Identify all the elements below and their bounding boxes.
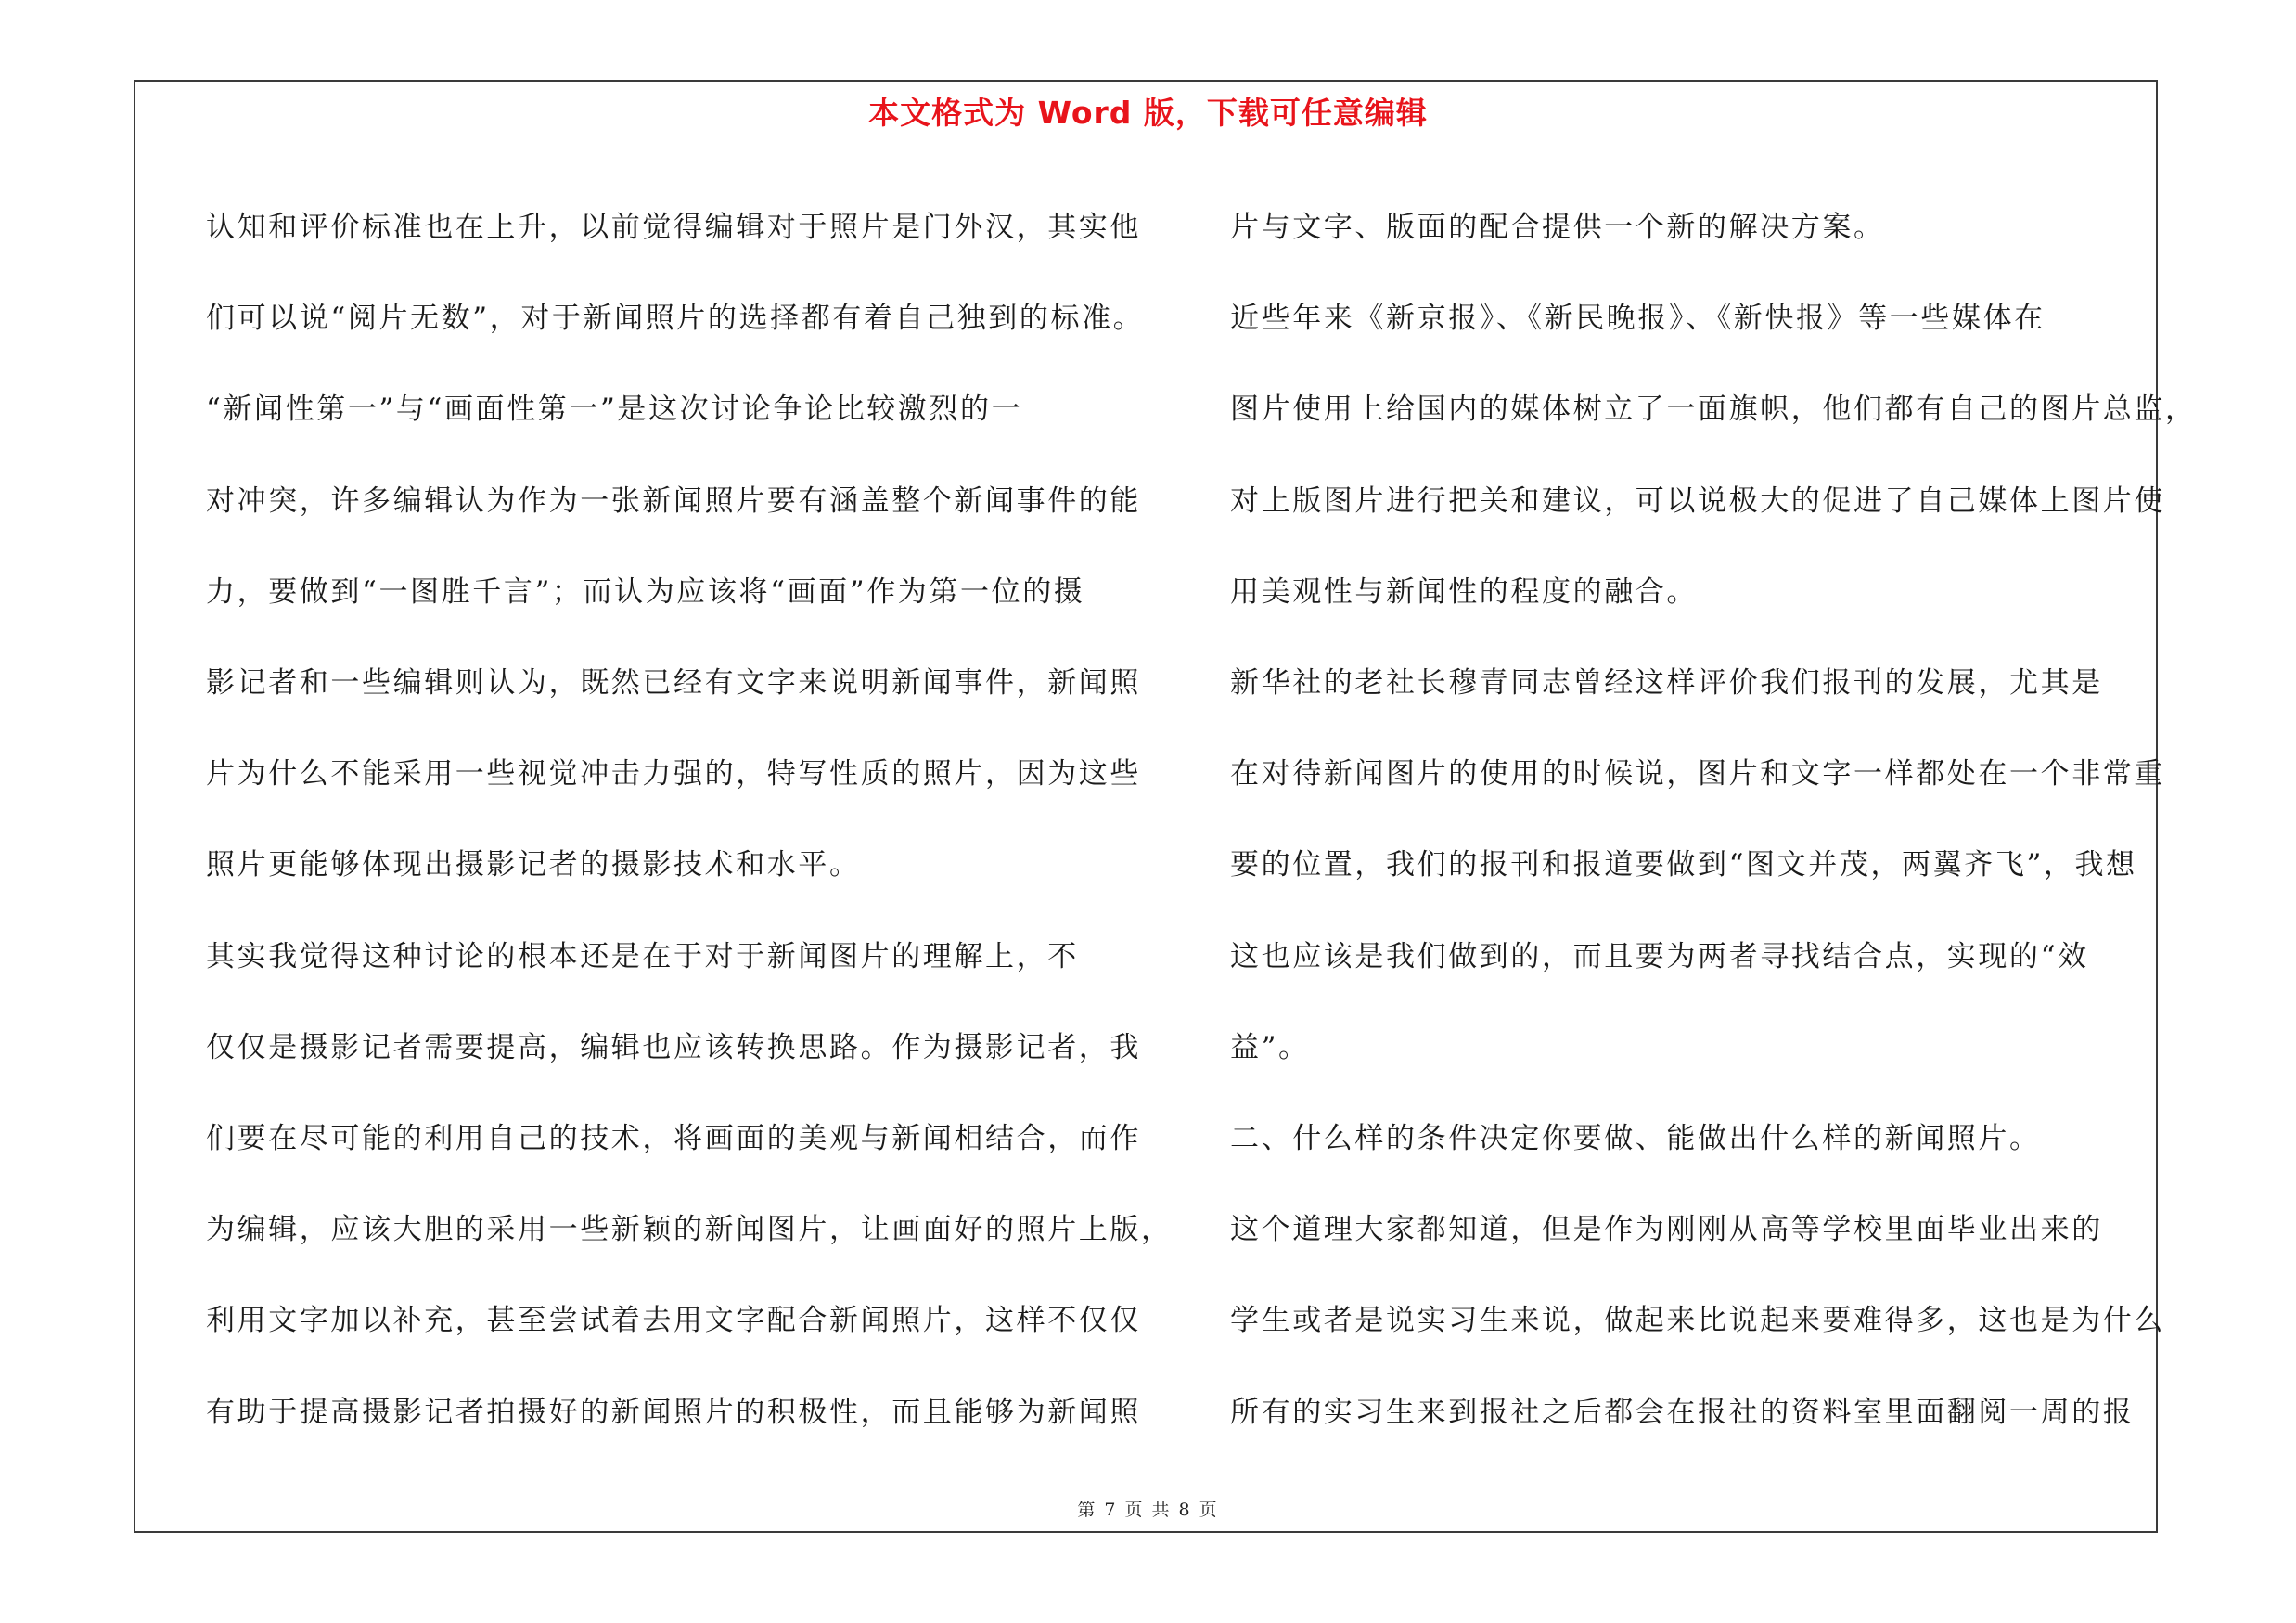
- text-line: 利用文字加以补充，甚至尝试着去用文字配合新闻照片，这样不仅仅: [206, 1304, 1141, 1338]
- text-line: 图片使用上给国内的媒体树立了一面旗帜，他们都有自己的图片总监，: [1230, 393, 2197, 427]
- text-line: 对上版图片进行把关和建议，可以说极大的促进了自己媒体上图片使: [1230, 483, 2165, 518]
- text-line: 这个道理大家都知道，但是作为刚刚从高等学校里面毕业出来的: [1230, 1213, 2103, 1247]
- text-line: 新华社的老社长穆青同志曾经这样评价我们报刊的发展，尤其是: [1230, 666, 2103, 701]
- text-line: 影记者和一些编辑则认为，既然已经有文字来说明新闻事件，新闻照: [206, 666, 1141, 701]
- right-text-column: [1230, 182, 2197, 1458]
- text-line: 学生或者是说实习生来说，做起来比说起来要难得多，这也是为什么: [1230, 1304, 2165, 1338]
- text-line: 为编辑，应该大胆的采用一些新颖的新闻图片，让画面好的照片上版，: [206, 1213, 1173, 1247]
- word-format-banner: 本文格式为 Word 版，下载可任意编辑: [868, 95, 1428, 131]
- text-line: 要的位置，我们的报刊和报道要做到“图文并茂，两翼齐飞”，我想: [1230, 848, 2137, 882]
- text-line: 益”。: [1230, 1030, 1310, 1064]
- text-line: 对冲突，许多编辑认为作为一张新闻照片要有涵盖整个新闻事件的能: [206, 483, 1141, 518]
- text-line: 力，要做到“一图胜千言”；而认为应该将“画面”作为第一位的摄: [206, 574, 1085, 609]
- text-line: 在对待新闻图片的使用的时候说，图片和文字一样都处在一个非常重: [1230, 757, 2165, 792]
- text-line: 仅仅是摄影记者需要提高，编辑也应该转换思路。作为摄影记者，我: [206, 1030, 1141, 1064]
- text-line: 照片更能够体现出摄影记者的摄影技术和水平。: [206, 848, 861, 882]
- text-line: 有助于提高摄影记者拍摄好的新闻照片的积极性，而且能够为新闻照: [206, 1395, 1141, 1429]
- text-line: 近些年来《新京报》、《新民晚报》、《新快报》等一些媒体在: [1230, 302, 2046, 336]
- text-line: “新闻性第一”与“画面性第一”是这次讨论争论比较激烈的一: [206, 393, 1023, 427]
- text-line: 们可以说“阅片无数”，对于新闻照片的选择都有着自己独到的标准。: [206, 302, 1145, 336]
- text-line: 认知和评价标准也在上升，以前觉得编辑对于照片是门外汉，其实他: [206, 211, 1141, 244]
- page-number-footer: 第 7 页 共 8 页: [1077, 1500, 1219, 1520]
- text-line: 所有的实习生来到报社之后都会在报社的资料室里面翻阅一周的报: [1230, 1395, 2135, 1429]
- left-text-column: [206, 182, 1173, 1458]
- text-line: 其实我觉得这种讨论的根本还是在于对于新闻图片的理解上，不: [206, 939, 1079, 973]
- text-line: 这也应该是我们做到的，而且要为两者寻找结合点，实现的“效: [1230, 939, 2089, 973]
- text-line: 片与文字、版面的配合提供一个新的解决方案。: [1230, 211, 1885, 244]
- text-line: 们要在尽可能的利用自己的技术，将画面的美观与新闻相结合，而作: [206, 1122, 1141, 1156]
- text-line: 用美观性与新闻性的程度的融合。: [1230, 574, 1698, 609]
- text-line: 片为什么不能采用一些视觉冲击力强的，特写性质的照片，因为这些: [206, 757, 1141, 792]
- text-line: 二、什么样的条件决定你要做、能做出什么样的新闻照片。: [1230, 1122, 2041, 1156]
